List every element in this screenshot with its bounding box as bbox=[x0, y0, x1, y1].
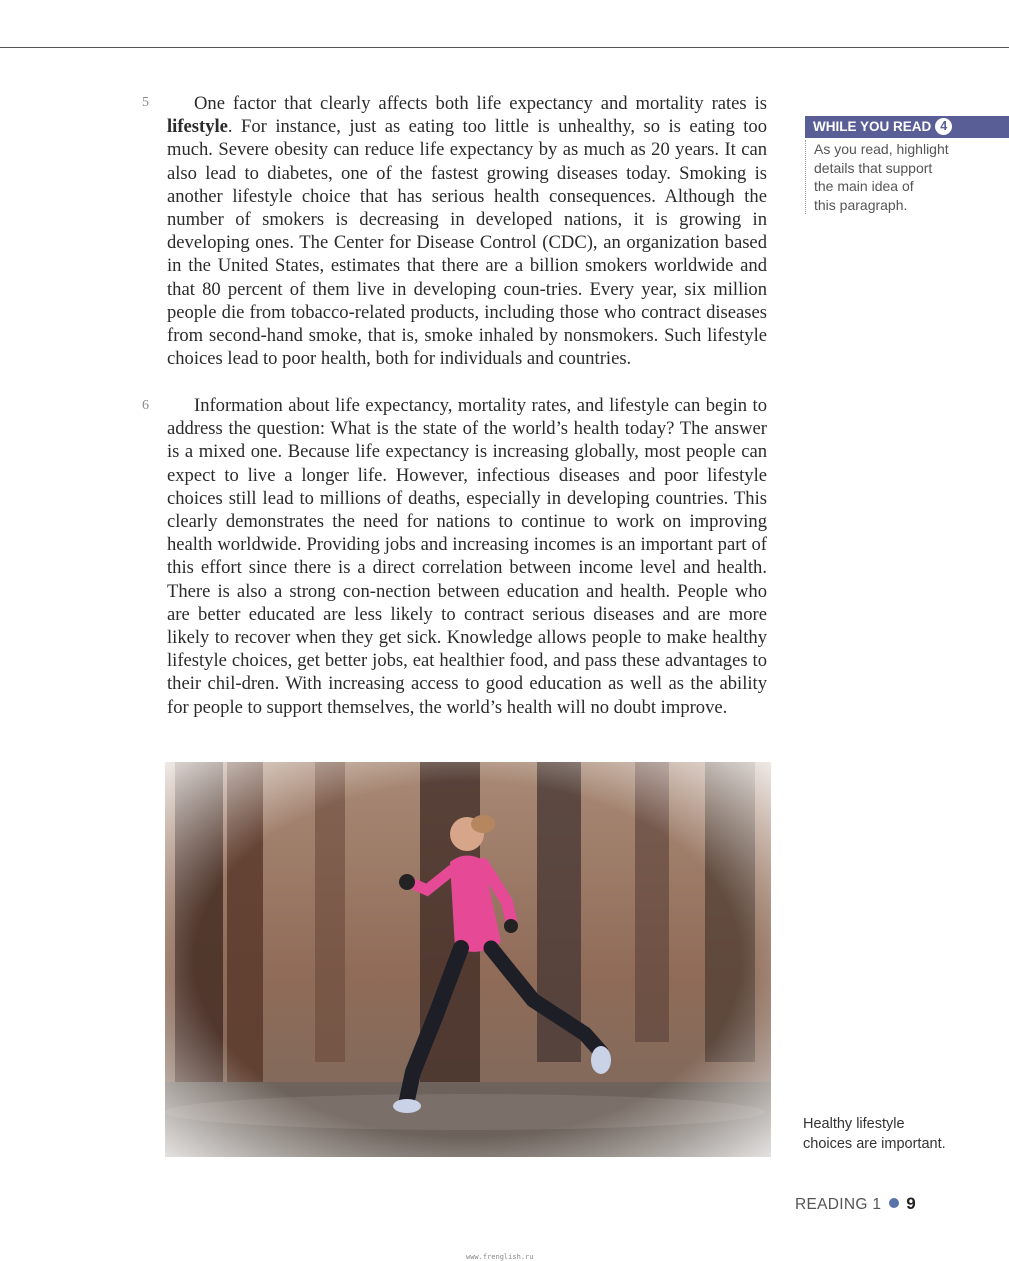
paragraph-6 bbox=[167, 394, 767, 719]
instruction-line: details that support bbox=[814, 159, 933, 176]
page-footer bbox=[795, 1194, 916, 1214]
caption-line: Healthy lifestyle bbox=[803, 1116, 905, 1132]
watermark: www.frenglish.ru bbox=[466, 1253, 534, 1261]
runner-illustration bbox=[165, 762, 771, 1157]
while-you-read-heading bbox=[805, 116, 1009, 138]
runner-photo bbox=[165, 762, 771, 1157]
paragraph-5-rest: . For instance, just as eating too little is unhealthy, so is eating too much. Severe obesity can reduce life expectancy by as much as 20 years. It can also lead to diabetes, one of the fastest growing diseases today. Smoking is another lifestyle choice that has serious health consequences. Although the number of smokers is decreasing in developed nations, it is growing in developing ones. The Center for Disease Control (CDC), an organization based in the United States, estimates that there are a billion smokers worldwide and that 80 percent of them live in developing coun-tries. Every year, six million people die from tobacco-related products, including those who contract diseases from second-hand smoke, that is, smoke inhaled by nonsmokers. Such lifestyle choices lead to poor health, both for individuals and countries. bbox=[167, 116, 767, 370]
paragraph-5-lead: One factor that clearly affects both life expectancy and mortality rates is bbox=[194, 93, 767, 114]
key-term-lifestyle: lifestyle bbox=[167, 116, 228, 138]
section-label: READING 1 bbox=[795, 1196, 882, 1213]
paragraph-6-text: Information about life expectancy, mortality rates, and lifestyle can begin to address the question: What is the state of the world’s health today? The answer is a mixed one. Because life expectancy is increasing globally, most people can expect to live a longer life. However, infectious diseases and poor lifestyle choices still lead to millions of deaths, especially in developing countries. This clearly demonstrates the need for nations to continue to work on improving health worldwide. Providing jobs and increasing incomes is an important part of this effort since there is a direct correlation between income level and health. There is also a strong con-nection between education and health. People who are better educated are less likely to contract serious diseases and are more likely to recover when they get sick. Knowledge allows people to make healthy lifestyle choices, get better jobs, eat healthier food, and pass these advantages to their chil-dren. With increasing access to good education as well as the ability for people to support themselves, the world’s health will no doubt improve. bbox=[167, 395, 767, 718]
top-rule bbox=[0, 47, 1009, 48]
bullet-dot-icon bbox=[889, 1198, 899, 1208]
while-you-read-instructions bbox=[805, 140, 1004, 214]
while-you-read-label: WHILE YOU READ bbox=[813, 119, 932, 134]
paragraph-number: 6 bbox=[142, 398, 149, 413]
instruction-line: the main idea of bbox=[814, 178, 914, 194]
paragraph-number: 5 bbox=[142, 95, 149, 110]
while-you-read-number-badge: 4 bbox=[935, 118, 952, 135]
instruction-line: As you read, highlight bbox=[814, 141, 949, 157]
caption-line: choices are important. bbox=[803, 1136, 946, 1152]
photo-caption bbox=[803, 1114, 993, 1154]
instruction-line: this paragraph. bbox=[814, 196, 908, 213]
paragraph-5 bbox=[167, 92, 767, 370]
page-number: 9 bbox=[906, 1194, 917, 1213]
